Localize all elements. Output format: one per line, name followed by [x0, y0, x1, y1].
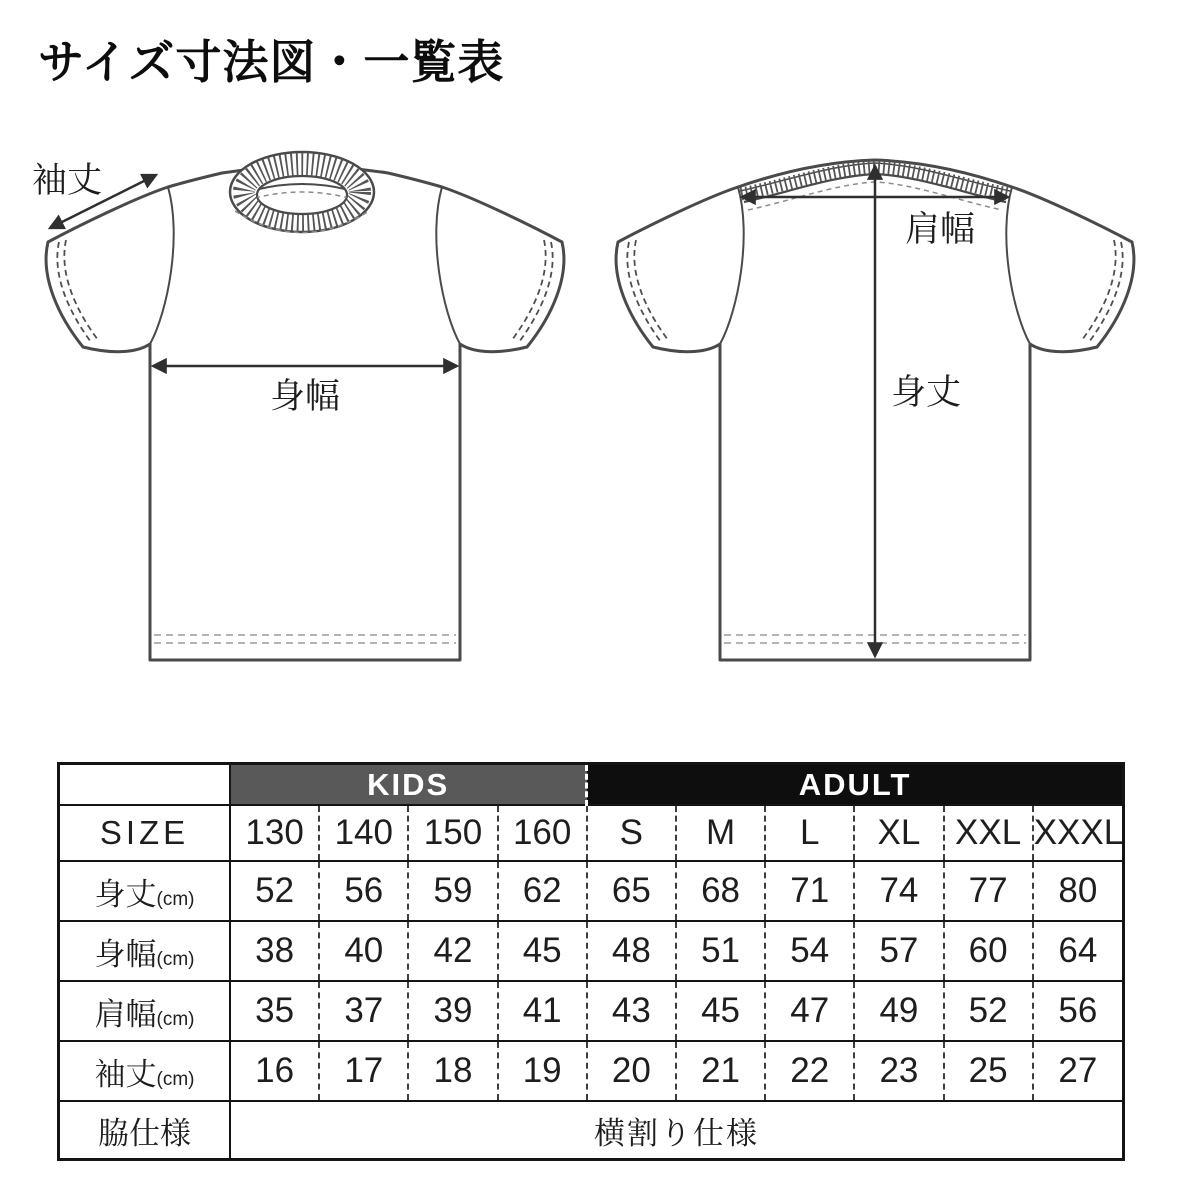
- size-row-label: SIZE: [60, 805, 230, 861]
- adult-group-header: ADULT: [587, 765, 1122, 805]
- page-title: サイズ寸法図・一覧表: [38, 36, 505, 88]
- measurement-cell: 80: [1033, 861, 1122, 921]
- size-col-header: M: [676, 805, 765, 861]
- row-label-body-width: 身幅(cm): [60, 921, 230, 981]
- measurement-cell: 49: [854, 981, 943, 1041]
- measurement-cell: 17: [319, 1041, 408, 1101]
- measurement-cell: 37: [319, 981, 408, 1041]
- measurement-cell: 52: [944, 981, 1033, 1041]
- measurement-cell: 40: [319, 921, 408, 981]
- measurement-cell: 59: [408, 861, 497, 921]
- measurement-cell: 45: [498, 921, 587, 981]
- measurement-cell: 41: [498, 981, 587, 1041]
- size-table: [57, 762, 1125, 1161]
- measurement-cell: 60: [944, 921, 1033, 981]
- size-col-header: 130: [230, 805, 319, 861]
- sleeve-length-label: 袖丈: [32, 161, 103, 200]
- measurement-cell: 48: [587, 921, 676, 981]
- measurement-cell: 51: [676, 921, 765, 981]
- measurement-cell: 65: [587, 861, 676, 921]
- size-col-header: S: [587, 805, 676, 861]
- measurement-cell: 64: [1033, 921, 1122, 981]
- measurement-cell: 52: [230, 861, 319, 921]
- measurement-cell: 54: [765, 921, 854, 981]
- size-col-header: XXL: [944, 805, 1033, 861]
- body-width-label: 身幅: [269, 377, 341, 416]
- corner-cell: [60, 765, 230, 805]
- measurement-cell: 42: [408, 921, 497, 981]
- measurement-cell: 18: [408, 1041, 497, 1101]
- measurement-cell: 74: [854, 861, 943, 921]
- measurement-cell: 20: [587, 1041, 676, 1101]
- body-length-label: 身丈: [891, 373, 962, 412]
- measurement-cell: 27: [1033, 1041, 1122, 1101]
- footer-value: 横割り仕様: [230, 1101, 1122, 1158]
- measurement-cell: 43: [587, 981, 676, 1041]
- size-col-header: 140: [319, 805, 408, 861]
- measurement-cell: 16: [230, 1041, 319, 1101]
- measurement-cell: 71: [765, 861, 854, 921]
- measurement-cell: 68: [676, 861, 765, 921]
- measurement-cell: 57: [854, 921, 943, 981]
- measurement-cell: 22: [765, 1041, 854, 1101]
- measurement-cell: 19: [498, 1041, 587, 1101]
- measurement-cell: 45: [676, 981, 765, 1041]
- footer-label: 脇仕様: [60, 1101, 230, 1158]
- measurement-cell: 47: [765, 981, 854, 1041]
- row-label-body-length: 身丈(cm): [60, 861, 230, 921]
- shoulder-width-label: 肩幅: [904, 210, 976, 249]
- measurement-cell: 77: [944, 861, 1033, 921]
- front-collar: [230, 152, 374, 233]
- size-col-header: XXXL: [1033, 805, 1122, 861]
- size-col-header: XL: [854, 805, 943, 861]
- measurement-cell: 56: [319, 861, 408, 921]
- row-label-sleeve-length: 袖丈(cm): [60, 1041, 230, 1101]
- size-col-header: 160: [498, 805, 587, 861]
- size-col-header: L: [765, 805, 854, 861]
- measurement-cell: 21: [676, 1041, 765, 1101]
- measurement-cell: 25: [944, 1041, 1033, 1101]
- back-tshirt-diagram: [600, 146, 1170, 676]
- front-tshirt-diagram: [30, 146, 590, 676]
- measurement-cell: 39: [408, 981, 497, 1041]
- measurement-cell: 38: [230, 921, 319, 981]
- measurement-cell: 56: [1033, 981, 1122, 1041]
- kids-group-header: KIDS: [230, 765, 587, 805]
- row-label-shoulder-width: 肩幅(cm): [60, 981, 230, 1041]
- size-col-header: 150: [408, 805, 497, 861]
- measurement-cell: 23: [854, 1041, 943, 1101]
- measurement-cell: 35: [230, 981, 319, 1041]
- measurement-cell: 62: [498, 861, 587, 921]
